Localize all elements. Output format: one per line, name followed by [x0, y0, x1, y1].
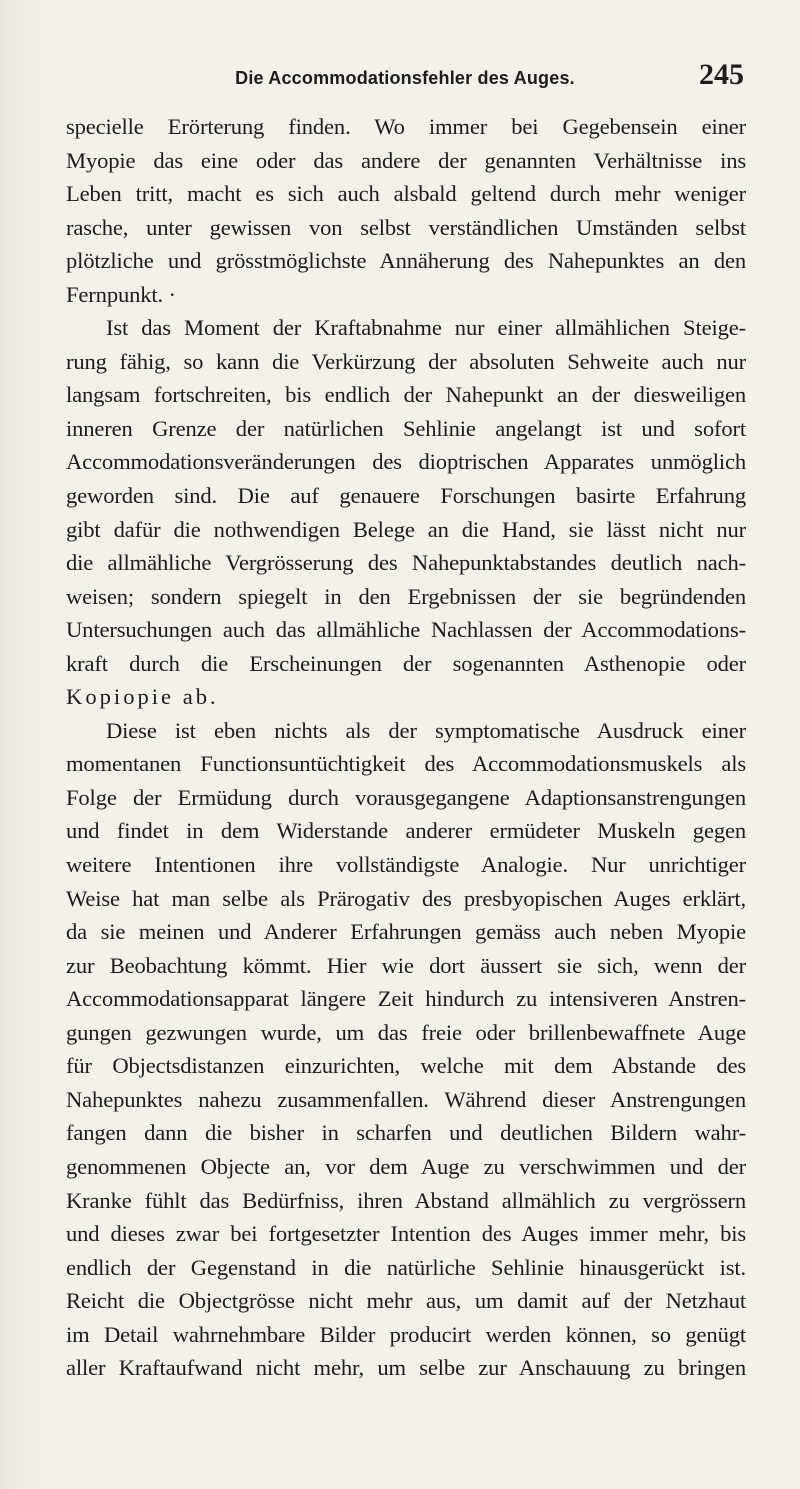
text-line: Kopiopie ab. [66, 684, 219, 710]
text-line: Accommodationsapparat längere Zeit hindurch zu intensiveren Anstren- [66, 986, 746, 1012]
text-line: die allmähliche Vergrösserung des Nahepunktabstandes deutlich nach- [66, 550, 746, 576]
text-line: langsam fortschreiten, bis endlich der Nahepunkt an der diesweiligen [66, 382, 746, 408]
text-line: Weise hat man selbe als Prärogativ des presbyopischen Auges erklärt, [66, 885, 746, 911]
text-line: genommenen Objecte an, vor dem Auge zu verschwimmen und der [66, 1153, 746, 1179]
text-line: inneren Grenze der natürlichen Sehlinie angelangt ist und sofort [66, 415, 746, 441]
text-line: weitere Intentionen ihre vollständigste Analogie. Nur unrichtiger [66, 852, 746, 878]
text-line: zur Beobachtung kömmt. Hier wie dort äussert sie sich, wenn der [66, 952, 746, 978]
text-line: und dieses zwar bei fortgesetzter Intention des Auges immer mehr, bis [66, 1221, 746, 1247]
page-header [66, 58, 744, 98]
text-line: Myopie das eine oder das andere der genannten Verhältnisse ins [66, 147, 746, 173]
text-line: aller Kraftaufwand nicht mehr, um selbe zur Anschauung zu bringen [66, 1355, 746, 1381]
text-line: da sie meinen und Anderer Erfahrungen gemäss auch neben Myopie [66, 919, 746, 945]
text-line: Kranke fühlt das Bedürfniss, ihren Abstand allmählich zu vergrössern [66, 1187, 746, 1213]
text-line: kraft durch die Erscheinungen der sogenannten Asthenopie oder [66, 650, 746, 676]
body-text [66, 110, 746, 1385]
text-line: geworden sind. Die auf genauere Forschungen basirte Erfahrung [66, 483, 746, 509]
text-line: Fernpunkt. · [66, 281, 176, 307]
text-line: specielle Erörterung finden. Wo immer bei Gegebensein einer [66, 114, 746, 139]
running-title: Die Accommodationsfehler des Auges. [235, 68, 575, 88]
text-line: plötzliche und grösstmöglichste Annäherung des Nahepunktes an den [66, 248, 746, 274]
text-line: für Objectsdistanzen einzurichten, welche mit dem Abstande des [66, 1053, 746, 1079]
text-line: Nahepunktes nahezu zusammenfallen. Während dieser Anstrengungen [66, 1086, 746, 1112]
text-line: im Detail wahrnehmbare Bilder producirt werden können, so genügt [66, 1321, 746, 1347]
text-line: Diese ist eben nichts als der symptomatische Ausdruck einer [106, 717, 746, 743]
text-line: und findet in dem Widerstande anderer ermüdeter Muskeln gegen [66, 818, 746, 844]
text-line: momentanen Functionsuntüchtigkeit des Accommodationsmuskels als [66, 751, 746, 777]
text-line: Accommodationsveränderungen des dioptrischen Apparates unmöglich [66, 449, 746, 475]
text-line: gungen gezwungen wurde, um das freie oder brillenbewaffnete Auge [66, 1019, 746, 1045]
text-line: rung fähig, so kann die Verkürzung der absoluten Sehweite auch nur [66, 348, 746, 374]
text-line: Untersuchungen auch das allmähliche Nachlassen der Accommodations- [66, 617, 746, 643]
text-line: Leben tritt, macht es sich auch alsbald geltend durch mehr weniger [66, 181, 746, 207]
text-line: Folge der Ermüdung durch vorausgegangene Adaptionsanstrengungen [66, 784, 746, 810]
text-line: gibt dafür die nothwendigen Belege an die Hand, sie lässt nicht nur [66, 516, 746, 542]
text-line: fangen dann die bisher in scharfen und deutlichen Bildern wahr- [66, 1120, 746, 1146]
text-line: weisen; sondern spiegelt in den Ergebnissen der sie begründenden [66, 583, 746, 609]
text-line: Reicht die Objectgrösse nicht mehr aus, um damit auf der Netzhaut [66, 1288, 746, 1314]
text-line: endlich der Gegenstand in die natürliche Sehlinie hinausgerückt ist. [66, 1254, 746, 1280]
page-number: 245 [699, 58, 744, 91]
text-line: Ist das Moment der Kraftabnahme nur einer allmählichen Steige- [106, 315, 746, 341]
text-line: rasche, unter gewissen von selbst verständlichen Umständen selbst [66, 214, 746, 240]
